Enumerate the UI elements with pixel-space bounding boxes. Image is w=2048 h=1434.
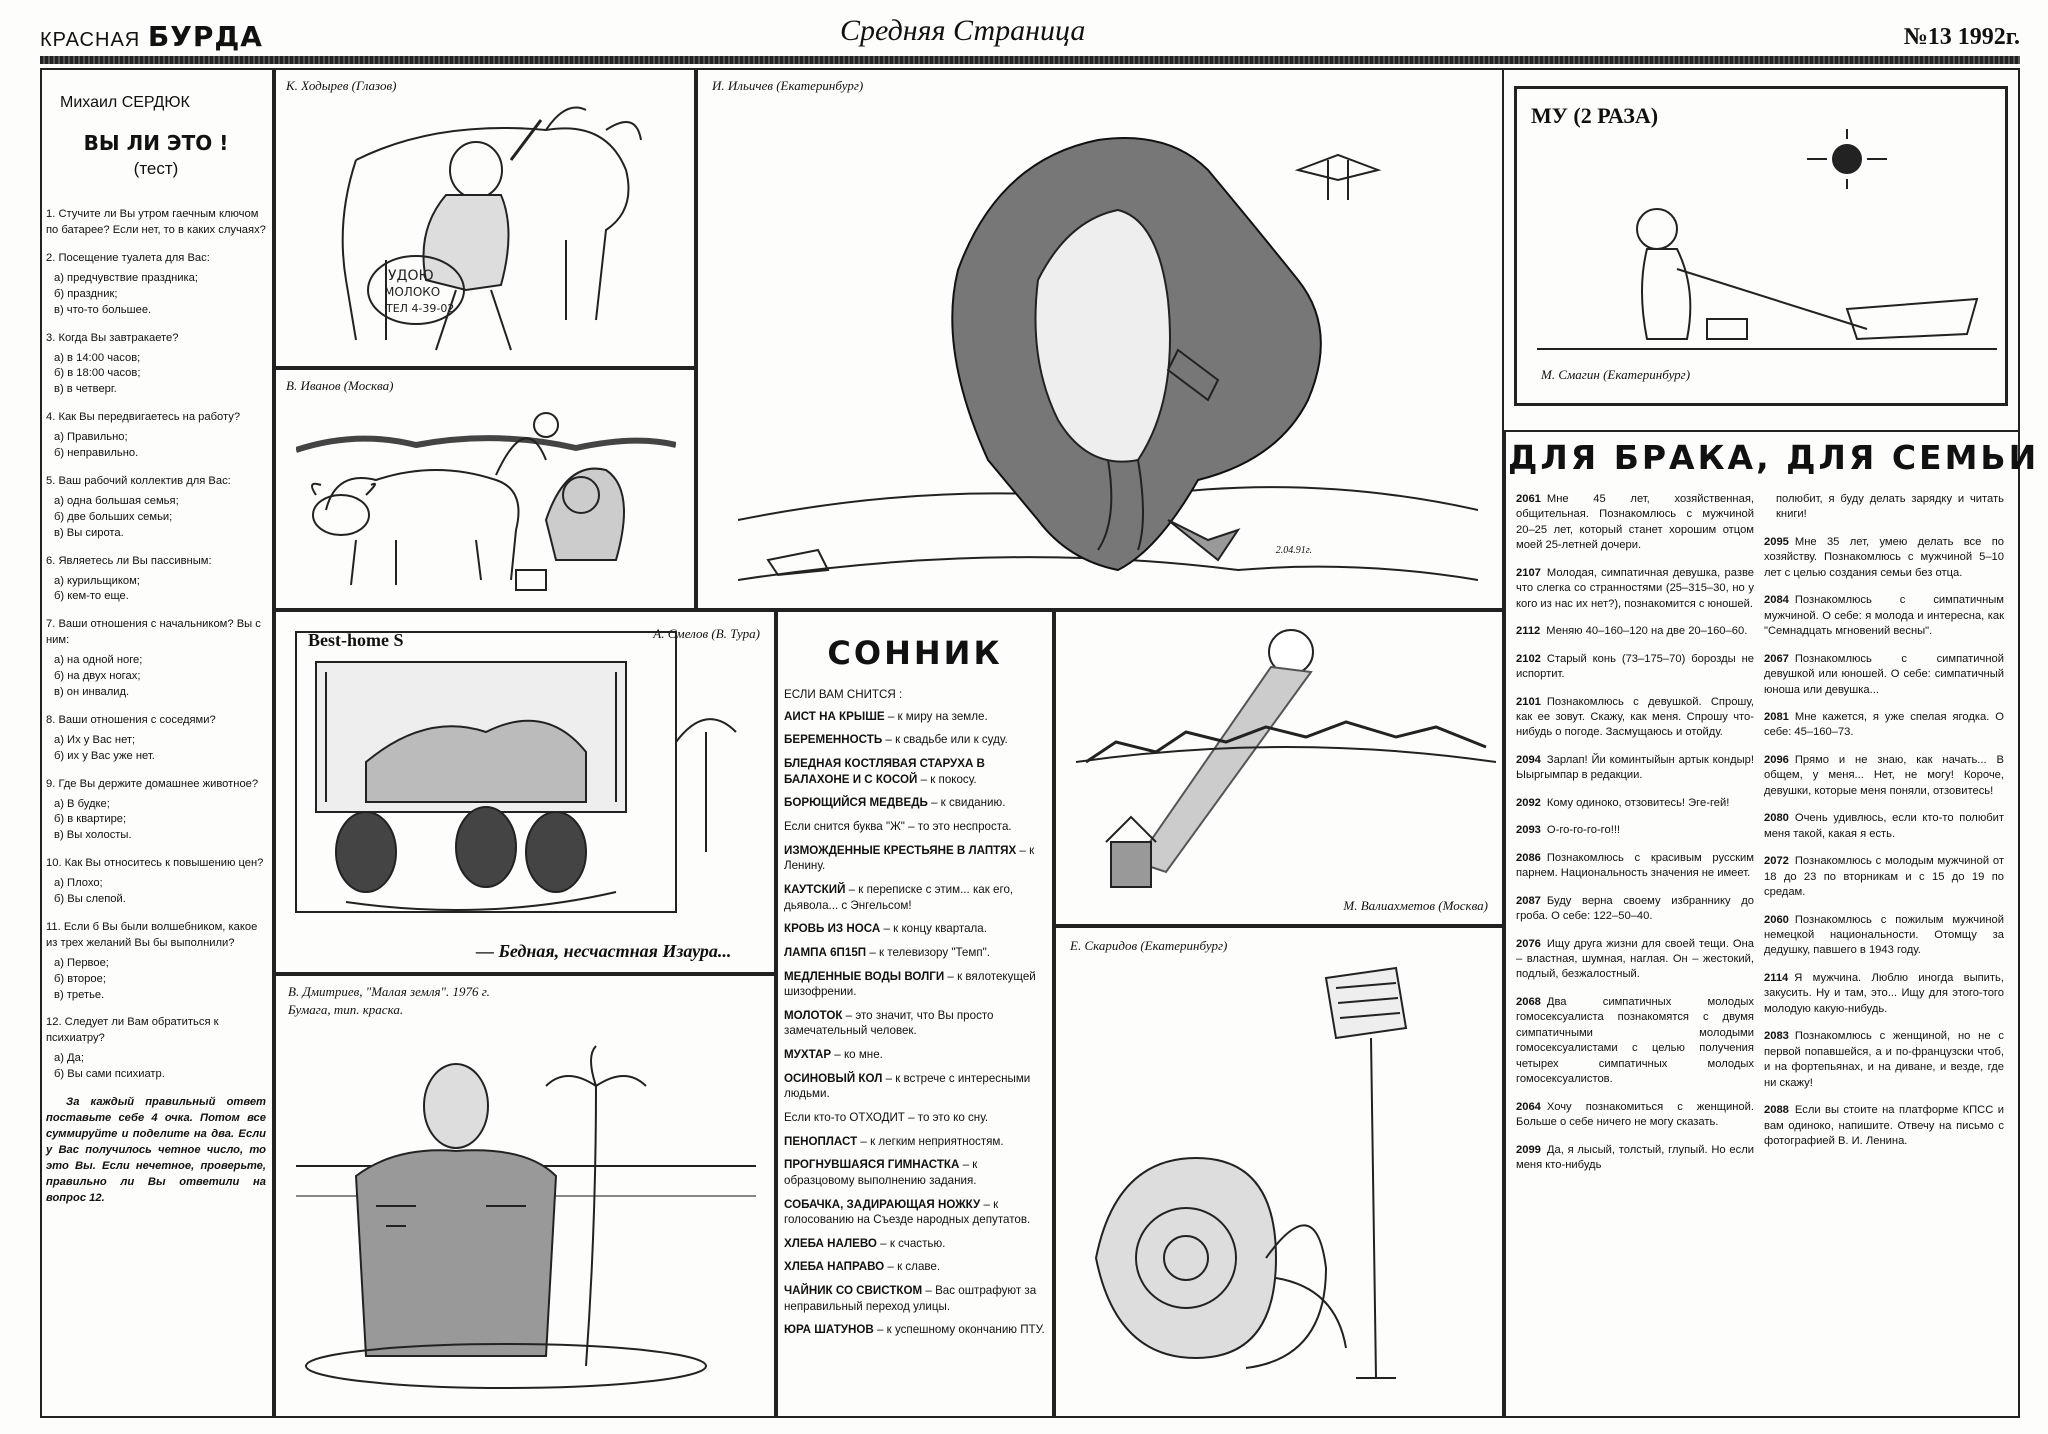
- sign-text-1: УДОЮ: [388, 268, 434, 284]
- window-slaves-illustration: [286, 622, 766, 922]
- ad-number: 2086: [1516, 851, 1541, 864]
- marriage-ad: [1764, 593, 2004, 639]
- ad-number: 2096: [1764, 753, 1789, 766]
- cartoon-title: МУ (2 РАЗА): [1531, 103, 1659, 128]
- test-question: [46, 856, 266, 908]
- sonnik-entry-head: ХЛЕБА НАПРАВО: [784, 1260, 885, 1274]
- question-option: а) на одной ноге;: [54, 654, 143, 667]
- sonnik-entry: [784, 1259, 1046, 1275]
- sonnik-entry-text: – к покосу.: [917, 772, 977, 786]
- sonnik-entry-head: МОЛОТОК: [784, 1008, 843, 1022]
- ad-text: Очень удивлюсь, если кто-то полюбит меня такой, какая я есть.: [1764, 812, 2004, 840]
- marriage-ad: [1516, 823, 1754, 838]
- ad-number: 2093: [1516, 824, 1541, 837]
- question-option: а) Правильно;: [54, 431, 128, 444]
- test-question: [46, 554, 266, 606]
- ad-text: Мне 45 лет, хозяйственная, общительная. Познакомлюсь с мужчиной 20–25 лет, который станет хорошим отцом моей 25-летней дочери.: [1516, 493, 1754, 552]
- ad-number: 2067: [1764, 652, 1789, 665]
- cartoon-ivanov: [274, 368, 696, 610]
- ad-text: Мне 35 лет, умею делать все по хозяйству. Познакомлюсь с мужчиной 5–10 лет с целью создания семьи без отца.: [1764, 535, 2004, 579]
- ad-text: Познакомлюсь с симпатичным мужчиной. О себе: я молода и интересна, как "Семнадцать мгновений весны".: [1764, 594, 2004, 638]
- cow-milkmaid-illustration: [296, 400, 676, 600]
- section-title: Средняя Страница: [840, 14, 1086, 47]
- sonnik-entry-text: – к свиданию.: [927, 796, 1006, 810]
- cartoon-caption: А. Смелов (В. Тура): [653, 626, 760, 641]
- test-question: [46, 207, 266, 239]
- ad-number: 2084: [1764, 594, 1789, 607]
- ad-number: 2087: [1516, 894, 1541, 907]
- cartoon-mu-wrapper: [1504, 68, 2020, 430]
- house-sign: Best-home Ѕ: [308, 630, 404, 650]
- test-question: [46, 920, 266, 1004]
- sonnik-entry-text: Если кто-то ОТХОДИТ – то это ко сну.: [784, 1111, 989, 1124]
- sonnik-entry-text: – к славе.: [884, 1260, 941, 1274]
- test-question: [46, 474, 266, 542]
- question-text: 2. Посещение туалета для Вас:: [46, 252, 210, 265]
- cartoon-ilyichev: [696, 68, 1504, 610]
- ad-number: 2076: [1516, 937, 1541, 950]
- marriage-ad: [1764, 652, 2004, 698]
- question-option: в) третье.: [54, 988, 105, 1001]
- ad-text: Ищу друга жизни для своей тещи. Она – властная, шумная, наглая. Он – жестокий, подлый, безжалостный.: [1516, 937, 1754, 981]
- question-option: а) В будке;: [54, 797, 110, 810]
- marriage-ad: [1516, 753, 1754, 784]
- marriage-ad: [1764, 753, 2004, 799]
- test-question: [46, 777, 266, 845]
- marriage-ad: [1516, 566, 1754, 612]
- sonnik-entry-head: МУХТАР: [784, 1048, 832, 1062]
- marriage-ad: [1516, 652, 1754, 683]
- sonnik-entry-text: – к телевизору "Темп".: [866, 945, 990, 959]
- ad-number: 2114: [1764, 971, 1789, 984]
- ad-text: Старый конь (73–175–70) борозды не испортит.: [1516, 652, 1754, 681]
- question-text: 12. Следует ли Вам обратиться к психиатру?: [46, 1016, 219, 1045]
- question-option: б) в квартире;: [54, 813, 127, 826]
- ad-text: Мне кажется, я уже спелая ягодка. О себе: 45–160–73.: [1764, 710, 2004, 739]
- question-text: 3. Когда Вы завтракаете?: [46, 331, 179, 344]
- cow-milkman-illustration: [316, 100, 656, 360]
- sign-text-2: МОЛОКО: [384, 285, 441, 299]
- question-text: 6. Являетесь ли Вы пассивным:: [46, 554, 212, 567]
- sonnik-entry: [784, 969, 1046, 1000]
- cartoon-caption: И. Ильичев (Екатеринбург): [712, 78, 864, 93]
- sonnik-entry: [784, 882, 1046, 913]
- ad-number: 2080: [1764, 812, 1789, 825]
- ads-right-list: [1764, 535, 2004, 1150]
- sonnik-entry: [784, 1197, 1046, 1228]
- question-option: в) он инвалид.: [54, 685, 130, 698]
- question-text: 4. Как Вы передвигаетесь на работу?: [46, 411, 241, 424]
- masthead-logo: [40, 20, 263, 53]
- question-option: а) в 14:00 часов;: [54, 351, 141, 364]
- sonnik-entry: [784, 1236, 1046, 1252]
- ad-number: 2099: [1516, 1143, 1541, 1156]
- sonnik-entry: [784, 1283, 1046, 1314]
- ad-text: Если вы стоите на платформе КПСС и вам одиноко, напишите. Отвечу на письмо с фотографией В. И. Ленина.: [1764, 1104, 2004, 1147]
- marriage-ad: [1516, 695, 1754, 741]
- ad-text: Да, я лысый, толстый, глупый. Но если меня кто-нибудь: [1516, 1143, 1754, 1171]
- question-option: а) Да;: [54, 1052, 84, 1065]
- marriage-ad: [1764, 1029, 2004, 1091]
- marriage-ad: [1516, 796, 1754, 811]
- test-author: Михаил СЕРДЮК: [60, 94, 190, 111]
- logo-bold: БУРДА: [147, 20, 263, 53]
- man-pulling-boat-illustration: [1537, 119, 1997, 359]
- marriage-ad: [1516, 995, 1754, 1088]
- question-option: а) Первое;: [54, 956, 109, 969]
- cartoon-mu: [1514, 86, 2008, 406]
- question-option: а) Их у Вас нет;: [54, 733, 136, 746]
- sonnik-entry-head: ЛАМПА 6П15П: [784, 945, 867, 959]
- sonnik-column: [784, 624, 1046, 1346]
- cartoon-khodyrev: [274, 68, 696, 368]
- marriage-ad: [1764, 710, 2004, 741]
- sonnik-entry: [784, 1110, 1046, 1126]
- sonnik-entry-text: – это значит, что Вы просто замечательный человек.: [784, 1008, 994, 1038]
- ad-text: Познакомлюсь с женщиной, но не с первой попавшейся, а и по-французски чтоб, и на фортепьянах, и на диване, и везде, где ни скажу!: [1764, 1030, 2004, 1089]
- sonnik-entry: [784, 732, 1046, 748]
- sonnik-entries: [784, 709, 1046, 1338]
- ad-number: 2081: [1764, 710, 1789, 723]
- sign-text-3: ТЕЛ 4-39-02: [386, 302, 455, 315]
- ads-title: ДЛЯ БРАКА, ДЛЯ СЕМЬИ: [1508, 438, 2040, 477]
- sonnik-entry: [784, 1071, 1046, 1102]
- marriage-ad: [1516, 1100, 1754, 1131]
- ad-number: 2060: [1764, 913, 1789, 926]
- ad-continuation: полюбит, я буду делать зарядку и читать книги!: [1776, 493, 2004, 521]
- sonnik-entry: [784, 795, 1046, 811]
- sonnik-entry-head: ИЗМОЖДЕННЫЕ КРЕСТЬЯНЕ В ЛАПТЯХ: [784, 843, 1017, 857]
- sonnik-entry: [784, 843, 1046, 874]
- cartoon-caption: М. Валиахметов (Москва): [1343, 898, 1488, 913]
- ad-text: Молодая, симпатичная девушка, разве что слегка со странностями (25–315–30, но у кого из нас их нет?), познакомится с юношей.: [1516, 566, 1754, 610]
- cartoon-caption-2: Бумага, тип. краска.: [288, 1002, 404, 1017]
- cartoon-caption: К. Ходырев (Глазов): [286, 78, 397, 93]
- question-option: б) Вы сами психиатр.: [54, 1068, 165, 1081]
- ad-number: 2092: [1516, 796, 1541, 809]
- sonnik-entry-text: – к концу квартала.: [880, 922, 987, 936]
- question-text: 1. Стучите ли Вы утром гаечным ключом по батарее? Если нет, то в каких случаях?: [46, 208, 266, 237]
- sonnik-entry: [784, 921, 1046, 937]
- sonnik-entry-text: – к образцовому выполнению задания.: [784, 1158, 978, 1187]
- ad-text: Кому одиноко, отзовитесь! Эге-гей!: [1546, 796, 1730, 809]
- sonnik-entry-head: ПЕНОПЛАСТ: [784, 1134, 858, 1148]
- sonnik-entry-text: – к успешному окончанию ПТУ.: [873, 1323, 1045, 1337]
- sonnik-entry: [784, 945, 1046, 961]
- question-text: 7. Ваши отношения с начальником? Вы с ним:: [46, 618, 261, 647]
- test-title: ВЫ ЛИ ЭТО !: [83, 130, 229, 155]
- sonnik-entry: [784, 1047, 1046, 1063]
- sonnik-entry-text: – Вас оштрафуют за неправильный переход улицы.: [784, 1284, 1037, 1313]
- ad-number: 2107: [1516, 566, 1541, 579]
- test-question: [46, 713, 266, 765]
- ad-text: Познакомлюсь с девушкой. Спрошу, как ее зовут. Скажу, как меня. Спрошу что-нибудь о погоде. Засмущаюсь и отойду.: [1516, 695, 1754, 739]
- question-option: в) что-то большее.: [54, 303, 152, 316]
- cartoon-valiakhmetov: [1054, 610, 1504, 926]
- question-option: в) Вы холосты.: [54, 829, 132, 842]
- ad-text: Два симпатичных молодых гомосексуалиста познакомятся с двумя симпатичными молодыми гомосексуалистами с целью получения четырех симпатичных молодых гомосексуалистов.: [1516, 995, 1754, 1086]
- question-text: 9. Где Вы держите домашнее животное?: [46, 777, 259, 790]
- cartoon-caption: В. Иванов (Москва): [286, 378, 394, 393]
- cartoon-smelov: [274, 610, 776, 974]
- ad-number: 2064: [1516, 1100, 1541, 1113]
- question-option: б) в 18:00 часов;: [54, 367, 141, 380]
- question-text: 11. Если б Вы были волшебником, какое из трех желаний Вы бы выполнили?: [46, 920, 258, 949]
- ad-text: Познакомлюсь с пожилым мужчиной немецкой национальности. Отомщу за дедушку, павшего в 1943 году.: [1764, 913, 2004, 957]
- marriage-ad: [1516, 851, 1754, 882]
- ad-text: О-го-го-го-го!!!: [1546, 824, 1621, 837]
- test-questions: [46, 207, 266, 1083]
- question-option: в) в четверг.: [54, 383, 117, 396]
- sonnik-entry-head: КРОВЬ ИЗ НОСА: [784, 922, 881, 936]
- question-option: б) второе;: [54, 972, 106, 985]
- sonnik-title: СОННИК: [827, 634, 1003, 672]
- ad-number: 2088: [1764, 1104, 1789, 1117]
- bust-on-island-illustration: [296, 1026, 756, 1406]
- ad-text: Меняю 40–160–120 на две 20–160–60.: [1546, 625, 1748, 638]
- sonnik-entry-text: – ко мне.: [831, 1048, 883, 1062]
- question-option: а) Плохо;: [54, 877, 103, 890]
- marriage-ad: [1764, 811, 2004, 842]
- sonnik-entry-text: – к переписке с этим... как его, дьявола... с Энгельсом!: [784, 882, 1014, 912]
- sonnik-entry-text: – к свадьбе или к суду.: [882, 733, 1008, 747]
- sonnik-entry-head: БЕРЕМЕННОСТЬ: [784, 733, 883, 747]
- ad-number: 2068: [1516, 995, 1541, 1008]
- sonnik-entry-head: КАУТСКИЙ: [784, 882, 846, 896]
- ad-text: Я мужчина. Люблю иногда выпить, закусить. Ну и там, это... Ищу для этого-того молодую какую-нибудь.: [1764, 971, 2004, 1015]
- sonnik-entry-head: ОСИНОВЫЙ КОЛ: [784, 1071, 883, 1085]
- question-option: б) две больших семьи;: [54, 510, 173, 523]
- cartoon-skaridov: [1054, 926, 1504, 1418]
- ads-column-left: [1516, 492, 1754, 1185]
- question-text: 5. Ваш рабочий коллектив для Вас:: [46, 475, 231, 488]
- question-text: 8. Ваши отношения с соседями?: [46, 713, 216, 726]
- issue-number: №13 1992г.: [1903, 24, 2020, 50]
- ad-text: Зарлап! Йи коминтыйын артык кондыр! Ыыргымпар в редакции.: [1516, 753, 1754, 782]
- cartoon-bubble: — Бедная, несчастная Изаура...: [476, 941, 732, 961]
- cartoon-caption: М. Смагин (Екатеринбург): [1541, 367, 1691, 382]
- marriage-ad: [1516, 492, 1754, 554]
- test-subtitle: (тест): [133, 159, 179, 179]
- marriage-ad: [1764, 854, 2004, 900]
- logo-thin: КРАСНАЯ: [40, 29, 141, 51]
- marriage-ad: [1516, 624, 1754, 639]
- sonnik-entry: [784, 1134, 1046, 1150]
- question-option: б) их у Вас уже нет.: [54, 749, 155, 762]
- snail-tuba-illustration: [1076, 958, 1486, 1408]
- sonnik-entry: [784, 1322, 1046, 1338]
- sonnik-entry-head: ХЛЕБА НАЛЕВО: [784, 1236, 877, 1250]
- ad-text: Прямо и не знаю, как начать... В общем, у меня... Нет, не могу! Короче, девушки, которые меня поняли, отзовитесь!: [1764, 753, 2004, 797]
- ad-text: Познакомлюсь с молодым мужчиной от 18 до 23 по вторникам и с 15 до 19 по средам.: [1764, 855, 2004, 899]
- sonnik-entry: [784, 709, 1046, 725]
- sonnik-entry-head: БОРЮЩИЙСЯ МЕДВЕДЬ: [784, 796, 928, 810]
- sonnik-entry-head: ЮРА ШАТУНОВ: [784, 1323, 874, 1337]
- marriage-ad: [1764, 1103, 2004, 1149]
- sonnik-entry: [784, 1008, 1046, 1039]
- marriage-ad: [1764, 913, 2004, 959]
- cartoon-date: 2.04.91г.: [1275, 545, 1312, 556]
- question-option: б) кем-то еще.: [54, 590, 129, 603]
- sonnik-entry-text: – к счастью.: [876, 1236, 946, 1250]
- question-option: б) Вы слепой.: [54, 893, 126, 906]
- question-option: а) курильщиком;: [54, 574, 140, 587]
- marriage-ad: [1764, 535, 2004, 581]
- cartoon-dmitriev: [274, 974, 776, 1418]
- test-question: [46, 1015, 266, 1083]
- marriage-ad: [1764, 971, 2004, 1017]
- sonnik-entry-head: СОБАЧКА, ЗАДИРАЮЩАЯ НОЖКУ: [784, 1197, 981, 1211]
- ad-number: 2094: [1516, 753, 1541, 766]
- ad-number: 2095: [1764, 535, 1789, 548]
- marriage-ad: [1516, 894, 1754, 925]
- ad-number: 2101: [1516, 695, 1541, 708]
- test-question: [46, 331, 266, 399]
- ad-number: 2102: [1516, 652, 1541, 665]
- sonnik-entry-head: ЧАЙНИК СО СВИСТКОМ: [784, 1284, 923, 1298]
- test-question: [46, 410, 266, 462]
- question-option: а) одна большая семья;: [54, 494, 179, 507]
- sonnik-entry-text: Если снится буква "Ж" – то это неспроста.: [784, 820, 1012, 834]
- ad-number: 2083: [1764, 1030, 1789, 1043]
- sonnik-entry-text: – к голосованию на Съезде народных депутатов.: [784, 1197, 1031, 1227]
- question-option: б) на двух ногах;: [54, 670, 141, 683]
- test-question: [46, 617, 266, 701]
- marriage-ad: [1516, 937, 1754, 983]
- sonnik-entry-head: ПРОГНУВШАЯСЯ ГИМНАСТКА: [784, 1158, 960, 1172]
- test-question: [46, 251, 266, 319]
- question-option: в) Вы сирота.: [54, 526, 124, 539]
- sonnik-entry-text: – к встрече с интересными людьми.: [784, 1071, 1031, 1101]
- moon-searchlight-illustration: [1076, 622, 1496, 892]
- sonnik-entry-head: БЛЕДНАЯ КОСТЛЯВАЯ СТАРУХА В БАЛАХОНЕ И С КОСОЙ: [784, 757, 985, 786]
- giant-creature-illustration: [738, 100, 1478, 600]
- sonnik-entry: [784, 756, 1046, 787]
- cartoon-caption: Е. Скаридов (Екатеринбург): [1070, 938, 1228, 953]
- ad-text: Познакомлюсь с красивым русским парнем. Национальность значения не имеет.: [1516, 851, 1754, 880]
- sonnik-entry-text: – к вялотекущей шизофрении.: [784, 969, 1036, 999]
- test-column: [46, 76, 266, 1206]
- sonnik-entry-text: – к легким неприятностям.: [857, 1134, 1004, 1148]
- ad-number: 2072: [1764, 855, 1789, 868]
- test-footer: За каждый правильный ответ поставьте себе 4 очка. Потом все суммируйте и поделите на два. Если у Вас получилось четное число, то это Вы. Если нечетное, проверьте, правильно ли Вы ответили на вопрос 12.: [46, 1096, 266, 1204]
- sonnik-entry-text: – к Ленину.: [784, 843, 1035, 873]
- sonnik-entry: [784, 819, 1046, 835]
- header-rule: [40, 56, 2020, 64]
- ad-text: Познакомлюсь с симпатичной девушкой или юношей. О себе: симпатичный юноша или девушка...: [1764, 652, 2004, 696]
- cartoon-caption-1: В. Дмитриев, "Малая земля". 1976 г.: [288, 984, 490, 999]
- sonnik-entry-text: – к миру на земле.: [884, 709, 988, 723]
- sonnik-intro: ЕСЛИ ВАМ СНИТСЯ :: [784, 688, 903, 702]
- question-option: б) праздник;: [54, 287, 118, 300]
- question-option: а) предчувствие праздника;: [54, 271, 199, 284]
- question-option: б) неправильно.: [54, 447, 139, 460]
- ad-text: Хочу познакомиться с женщиной. Больше о себе ничего не могу сказать.: [1516, 1100, 1754, 1129]
- ad-text: Буду верна своему избраннику до гроба. О себе: 122–50–40.: [1516, 894, 1754, 923]
- sonnik-entry: [784, 1157, 1046, 1188]
- ads-column-right: [1764, 492, 2004, 1161]
- ad-number: 2112: [1516, 625, 1541, 638]
- ad-number: 2061: [1516, 493, 1541, 505]
- sonnik-entry-head: АИСТ НА КРЫШЕ: [784, 709, 885, 723]
- marriage-ad: [1516, 1143, 1754, 1174]
- sonnik-entry-head: МЕДЛЕННЫЕ ВОДЫ ВОЛГИ: [784, 969, 945, 983]
- question-text: 10. Как Вы относитесь к повышению цен?: [46, 857, 264, 870]
